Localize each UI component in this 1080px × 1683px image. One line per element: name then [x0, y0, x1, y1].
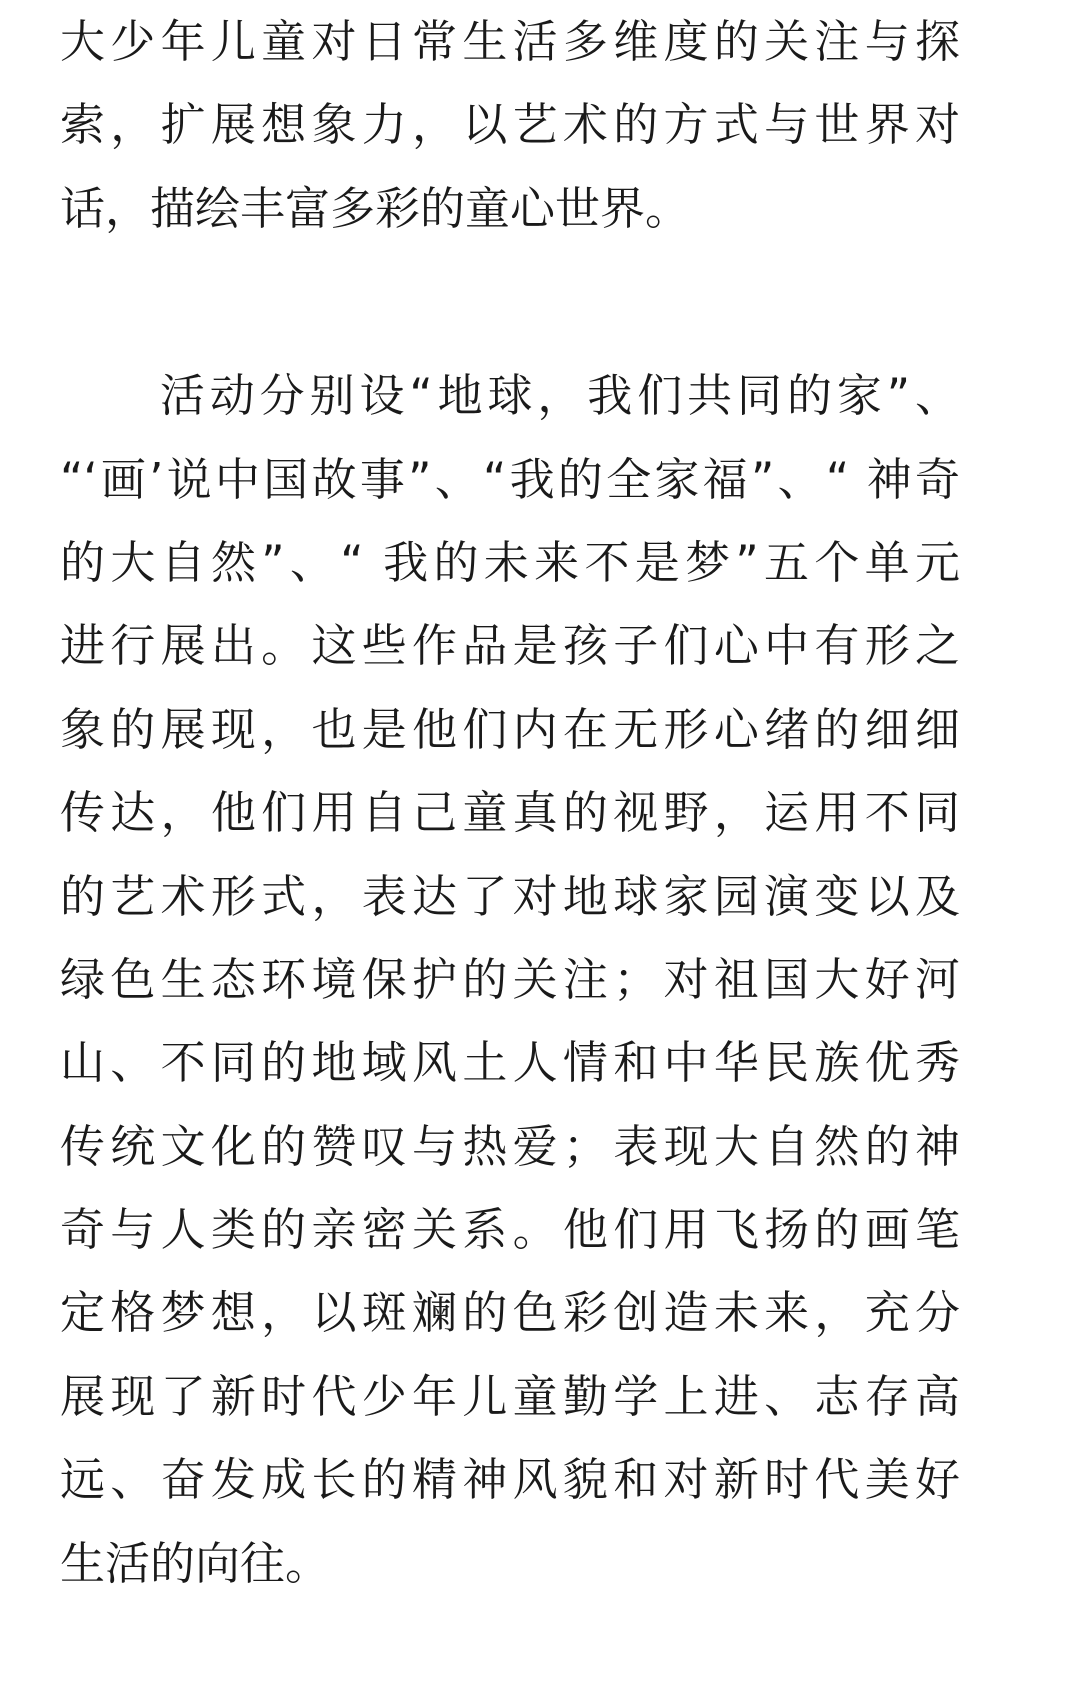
article-body: [60, 0, 960, 1605]
text-line: 的大自然”、“ 我的未来不是梦”五个单元: [60, 535, 960, 589]
paragraph-intro: [60, 0, 960, 250]
text-line: 远、奋发成长的精神风貌和对新时代美好: [60, 1453, 960, 1507]
text-line: 展现了新时代少年儿童勤学上进、志存高: [60, 1369, 960, 1423]
text-line: 进行展出。这些作品是孩子们心中有形之: [60, 619, 960, 673]
paragraph-activities: [60, 354, 960, 1605]
text-line: 生活的向往。: [60, 1536, 331, 1590]
text-line: 话，描绘丰富多彩的童心世界。: [60, 181, 691, 235]
text-line: 奇与人类的亲密关系。他们用飞扬的画笔: [60, 1203, 960, 1257]
text-line: 传统文化的赞叹与热爱；表现大自然的神: [60, 1119, 960, 1173]
text-line: 传达，他们用自己童真的视野，运用不同: [60, 786, 960, 840]
text-line: 绿色生态环境保护的关注；对祖国大好河: [60, 952, 960, 1006]
text-line: 索，扩展想象力，以艺术的方式与世界对: [60, 98, 960, 152]
text-line: “‘画’说中国故事”、“我的全家福”、“ 神奇: [60, 452, 960, 506]
text-line: 的艺术形式，表达了对地球家园演变以及: [60, 869, 960, 923]
paragraph-gap: [60, 250, 960, 354]
text-line: 山、不同的地域风土人情和中华民族优秀: [60, 1036, 960, 1090]
text-line: 定格梦想，以斑斓的色彩创造未来，充分: [60, 1286, 960, 1340]
text-line: 活动分别设“地球，我们共同的家”、: [60, 369, 960, 423]
text-line: 大少年儿童对日常生活多维度的关注与探: [60, 15, 960, 68]
text-line: 象的展现，也是他们内在无形心绪的细细: [60, 702, 960, 756]
